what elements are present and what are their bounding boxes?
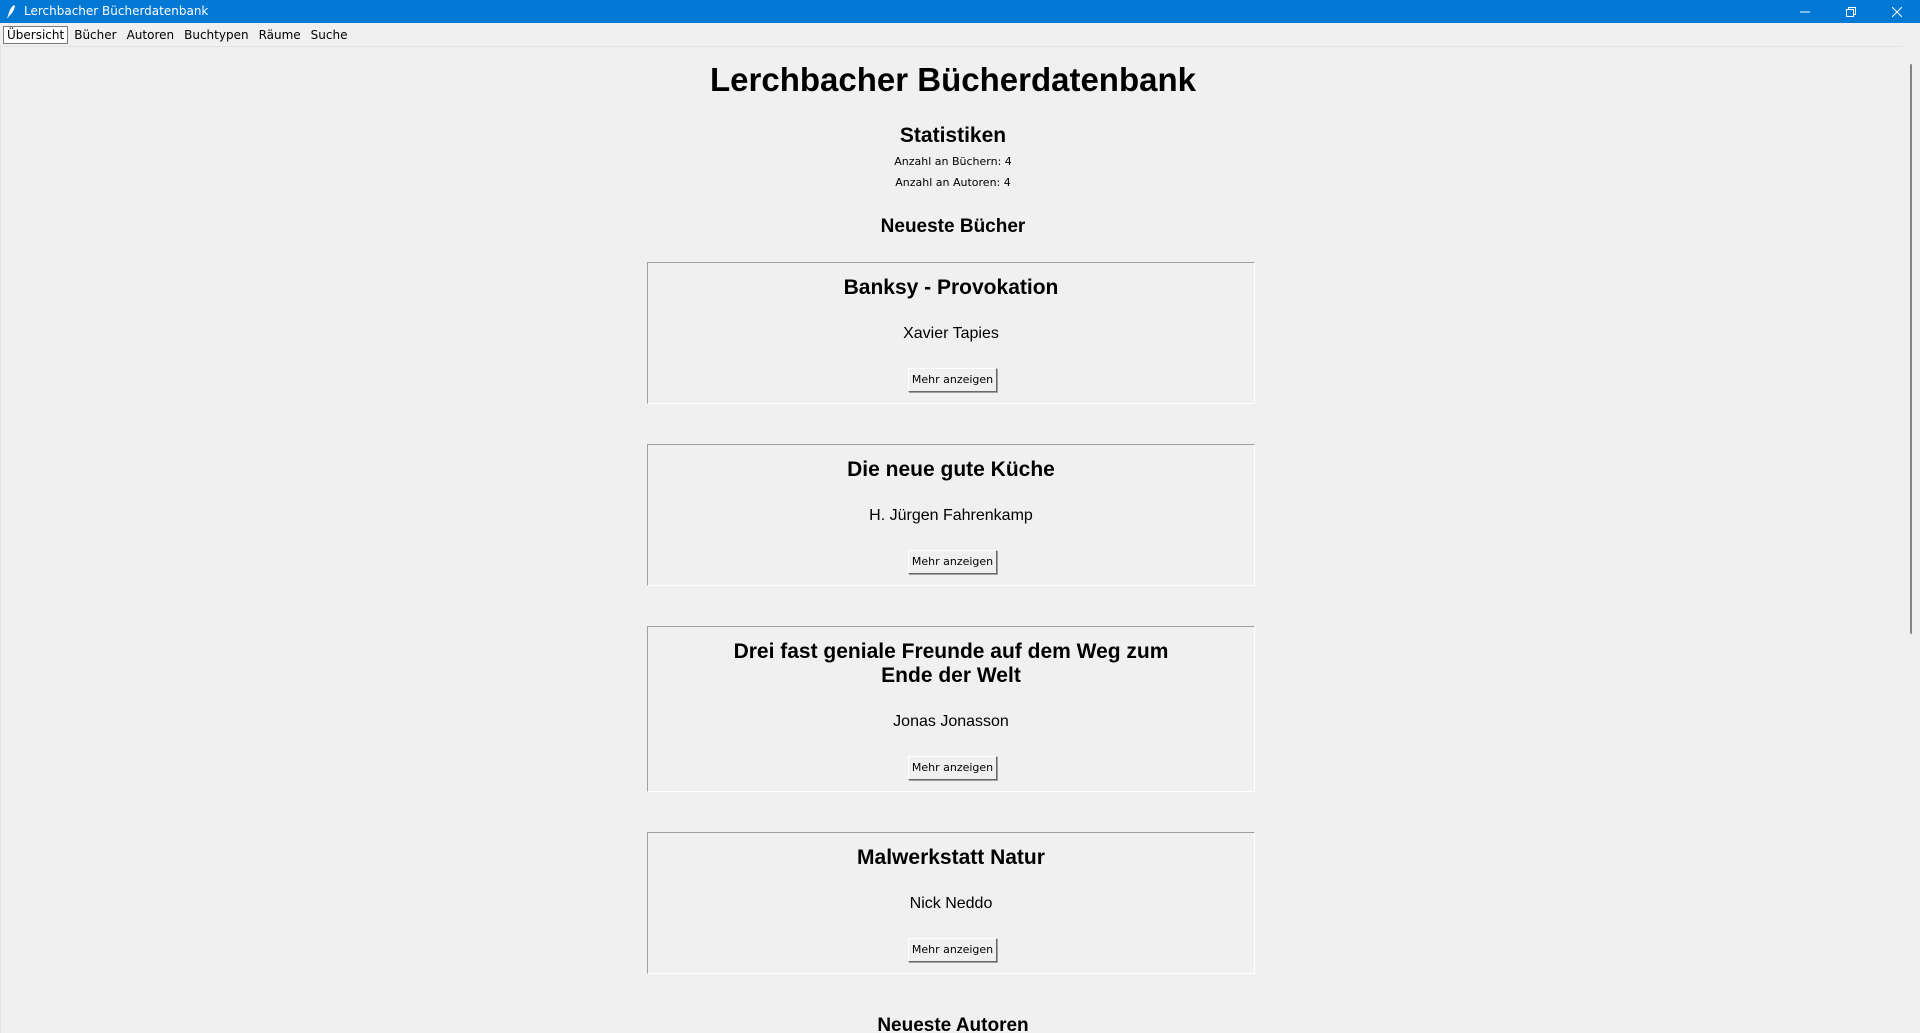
book-author: Nick Neddo [909, 895, 993, 912]
book-title-line: Drei fast geniale Freunde auf dem Weg zum [733, 640, 1169, 663]
tab-suche[interactable]: Suche [310, 28, 348, 42]
close-icon [1892, 7, 1902, 17]
scrollbar-thumb[interactable] [1910, 64, 1912, 634]
book-author: H. Jürgen Fahrenkamp [869, 507, 1033, 524]
title-bar [0, 0, 1920, 23]
book-author: Jonas Jonasson [893, 713, 1009, 730]
book-title: Die neue gute Küche [847, 458, 1055, 481]
feather-icon [6, 5, 16, 18]
book-title: Malwerkstatt Natur [857, 846, 1045, 869]
tab-buecher[interactable]: Bücher [74, 28, 117, 42]
stats-title: Statistiken [899, 124, 1007, 147]
stat-books-count: Anzahl an Büchern: 4 [894, 155, 1012, 168]
show-more-button[interactable]: Mehr anzeigen [908, 756, 997, 780]
book-title-line: Ende der Welt [881, 664, 1021, 687]
minimize-icon [1800, 7, 1810, 17]
show-more-button[interactable]: Mehr anzeigen [908, 550, 997, 574]
newest-authors-title: Neueste Autoren [877, 1015, 1029, 1033]
tab-raeume[interactable]: Räume [258, 28, 301, 42]
book-author: Xavier Tapies [903, 325, 999, 342]
close-button[interactable] [1874, 0, 1920, 23]
restore-icon [1846, 7, 1856, 17]
minimize-button[interactable] [1782, 0, 1828, 23]
tab-buchtypen[interactable]: Buchtypen [184, 28, 249, 42]
overview-panel [0, 46, 1903, 1033]
show-more-button[interactable]: Mehr anzeigen [908, 368, 997, 392]
restore-button[interactable] [1828, 0, 1874, 23]
show-more-button[interactable]: Mehr anzeigen [908, 938, 997, 962]
tab-uebersicht[interactable]: Übersicht [3, 26, 68, 44]
notebook-tabs [0, 25, 353, 45]
tab-autoren[interactable]: Autoren [126, 28, 175, 42]
book-title [648, 640, 1254, 688]
book-card [647, 832, 1255, 974]
vertical-scrollbar[interactable] [1902, 46, 1920, 1032]
stat-authors-count: Anzahl an Autoren: 4 [895, 176, 1011, 189]
book-card [647, 262, 1255, 404]
book-title: Banksy - Provokation [843, 276, 1059, 299]
window-title: Lerchbacher Bücherdatenbank [24, 4, 209, 18]
page-title: Lerchbacher Bücherdatenbank [710, 61, 1196, 98]
book-card [647, 444, 1255, 586]
book-card [647, 626, 1255, 792]
newest-books-title: Neueste Bücher [880, 216, 1026, 237]
